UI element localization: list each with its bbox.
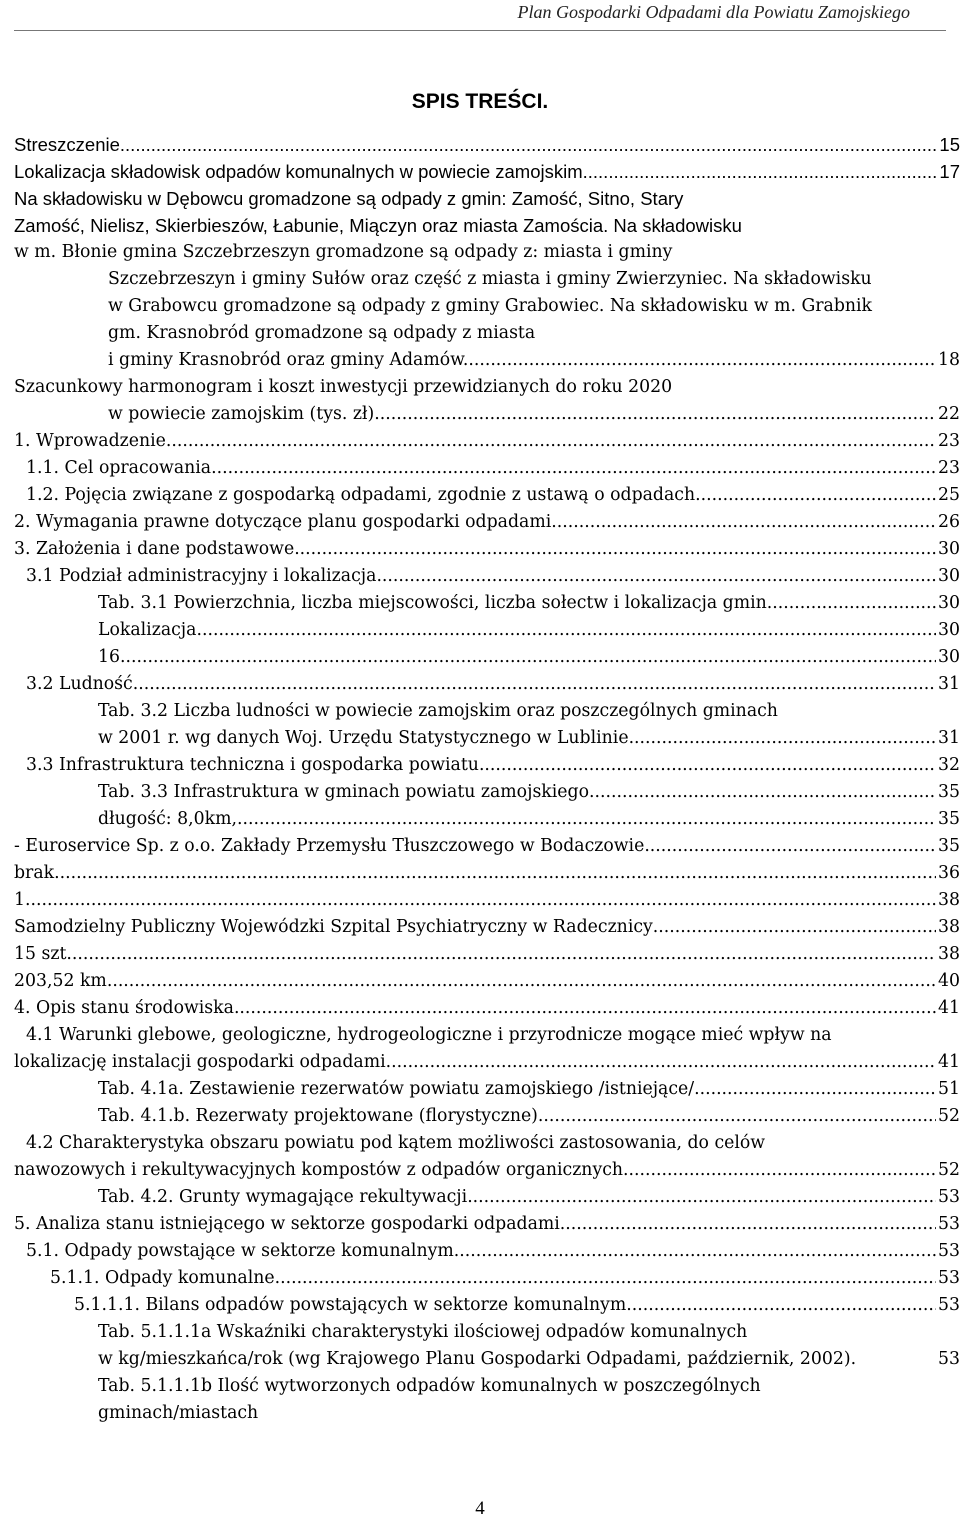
toc-entry-title: i gminy Krasnobród oraz gminy Adamów. [108,350,469,370]
toc-entry-title: Lokalizacja [98,620,197,640]
dot-leader [551,509,936,536]
toc-page-ref: 17 [939,161,960,182]
toc-entry[interactable] [14,1238,960,1265]
toc-entry[interactable] [14,536,960,563]
toc-entry-title: brak [14,863,55,883]
toc-page-ref: 38 [938,944,960,964]
dot-leader [211,455,936,482]
toc-entry-title: 15 szt. [14,944,72,964]
dot-leader [479,752,936,779]
toc-entry[interactable] [14,995,960,1022]
toc-entry-text: Szacunkowy harmonogram i koszt inwestycji przewidzianych do roku 2020 [14,377,673,397]
dot-leader [237,806,936,833]
toc-entry[interactable] [14,752,960,779]
dot-leader [767,590,936,617]
toc-entry-title: 1.2. Pojęcia związane z gospodarką odpadami, zgodnie z ustawą o odpadach. [26,485,701,505]
toc-page-ref: 38 [938,917,960,937]
dot-leader [589,779,936,806]
toc-entry[interactable] [14,698,960,752]
toc-page-ref: 53 [938,1241,960,1261]
toc-entry[interactable] [14,1022,960,1076]
toc-page-ref: 25 [938,485,960,505]
dot-leader [166,428,936,455]
toc-entry-text: gminach/miastach [98,1403,259,1423]
toc-entry[interactable] [14,1184,960,1211]
dot-leader [644,833,936,860]
toc-page-ref: 36 [938,863,960,883]
toc-entry-title: Lokalizacja składowisk odpadów komunalnych w powiecie zamojskim [14,161,583,182]
toc-page-ref: 53 [938,1268,960,1288]
toc-entry[interactable] [14,158,960,185]
page-number: 4 [475,1498,485,1519]
toc-page-ref: 40 [938,971,960,991]
toc-entry[interactable] [14,455,960,482]
toc-entry-text: Tab. 5.1.1.1b Ilość wytworzonych odpadów komunalnych w poszczególnych [98,1376,761,1396]
toc-entry[interactable] [14,833,960,860]
toc-entry-text: w Grabowcu gromadzone są odpady z gminy Grabowiec. Na składowisku w m. Grabnik [108,296,873,316]
toc-page-ref: 30 [938,539,960,559]
toc-page-ref: 52 [938,1160,960,1180]
toc-entry-title: w kg/mieszkańca/rok (wg Krajowego Planu Gospodarki Odpadami, październik, 2002). [98,1349,857,1369]
dot-leader [694,1076,936,1103]
toc-page-ref: 23 [938,458,960,478]
toc-entry[interactable] [14,914,960,941]
toc-page-ref: 51 [938,1079,960,1099]
toc-title: SPIS TREŚCI. [411,90,549,113]
toc-entry-title: 3.3 Infrastruktura techniczna i gospodarka powiatu [26,755,479,775]
table-of-contents [14,131,960,1427]
dot-leader [376,563,936,590]
dot-leader [120,131,938,158]
toc-entry-title: Streszczenie [14,134,120,155]
toc-entry-title: w powiecie zamojskim (tys. zł) [108,404,375,424]
toc-entry-title: lokalizację instalacji gospodarki odpadami [14,1052,386,1072]
toc-entry-text: 4.1 Warunki glebowe, geologiczne, hydrogeologiczne i przyrodnicze mogące mieć wpływ na [26,1025,832,1045]
toc-page-ref: 22 [938,404,960,424]
toc-entry-title: Tab. 4.1.b. Rezerwaty projektowane (florystyczne) [98,1106,538,1126]
dot-leader [275,1265,936,1292]
toc-entry-text: Zamość, Nielisz, Skierbieszów, Łabunie, Miączyn oraz miasta Zamościa. Na składowisku [14,215,742,236]
toc-page-ref: 30 [938,620,960,640]
running-header: Plan Gospodarki Odpadami dla Powiatu Zamojskiego [517,2,910,22]
toc-page-ref: 26 [938,512,960,532]
dot-leader [120,644,936,671]
toc-page-ref: 41 [938,1052,960,1072]
toc-entry-title: 5.1. Odpady powstające w sektorze komunalnym [26,1241,454,1261]
toc-page-ref: 53 [938,1214,960,1234]
toc-page-ref: 30 [938,647,960,667]
toc-entry-title: - Euroservice Sp. z o.o. Zakłady Przemysłu Tłuszczowego w Bodaczowie [14,836,645,856]
toc-entry-title: Tab. 4.1a. Zestawienie rezerwatów powiatu zamojskiego /istniejące/ [98,1079,695,1099]
toc-entry-title: 3.1 Podział administracyjny i lokalizacja [26,566,377,586]
toc-entry-title: nawozowych i rekultywacyjnych kompostów z odpadów organicznych. [14,1160,629,1180]
toc-entry[interactable] [14,1265,960,1292]
toc-page-ref: 23 [938,431,960,451]
toc-entry[interactable] [14,590,960,617]
dot-leader [294,536,936,563]
toc-entry[interactable] [14,131,960,158]
dot-leader [467,1184,936,1211]
toc-entry-title: 4. Opis stanu środowiska [14,998,234,1018]
toc-entry[interactable] [14,941,960,968]
toc-entry-title: 203,52 km [14,971,107,991]
toc-entry-title: długość: 8,0km, [98,809,237,829]
toc-page-ref: 31 [938,728,960,748]
toc-page-ref: 18 [938,350,960,370]
toc-entry-text: w m. Błonie gmina Szczebrzeszyn gromadzone są odpady z: miasta i gminy [14,242,673,262]
toc-entry[interactable] [14,968,960,995]
toc-page-ref: 35 [938,809,960,829]
toc-page-ref: 52 [938,1106,960,1126]
header-rule [14,30,946,31]
dot-leader [653,914,936,941]
toc-entry[interactable] [14,428,960,455]
toc-page-ref: 30 [938,566,960,586]
toc-entry-title: 1 [14,890,25,910]
toc-entry[interactable] [14,482,960,509]
toc-entry-title: w 2001 r. wg danych Woj. Urzędu Statystycznego w Lublinie [98,728,629,748]
toc-entry[interactable] [14,374,960,428]
toc-page-ref: 30 [938,593,960,613]
toc-entry[interactable] [14,671,960,698]
toc-entry[interactable] [14,1373,960,1427]
toc-entry-text: Na składowisku w Dębowcu gromadzone są odpady z gmin: Zamość, Sitno, Stary [14,188,684,209]
toc-entry-title: 3.2 Ludność. [26,674,139,694]
toc-page-ref: 41 [938,998,960,1018]
toc-entry[interactable] [14,1319,960,1373]
toc-page-ref: 35 [938,782,960,802]
dot-leader [701,482,936,509]
toc-entry-title: 1. Wprowadzenie [14,431,166,451]
toc-entry-text: Tab. 3.2 Liczba ludności w powiecie zamojskim oraz poszczególnych gminach [98,701,778,721]
toc-entry[interactable] [14,563,960,590]
dot-leader [583,158,938,185]
toc-entry[interactable] [14,1076,960,1103]
dot-leader [196,617,936,644]
toc-page-ref: 35 [938,836,960,856]
dot-leader [374,401,936,428]
dot-leader [454,1238,936,1265]
dot-leader [234,995,936,1022]
toc-entry-title: Tab. 4.2. Grunty wymagające rekultywacji [98,1187,468,1207]
toc-entry-title: 5. Analiza stanu istniejącego w sektorze gospodarki odpadami [14,1214,560,1234]
toc-entry[interactable] [14,779,960,806]
toc-entry[interactable] [14,860,960,887]
dot-leader [138,671,936,698]
toc-entry-title: 16 [98,647,120,667]
toc-entry-title: 5.1.1.1. Bilans odpadów powstających w sektorze komunalnym [74,1295,627,1315]
toc-entry-title: 1.1. Cel opracowania [26,458,212,478]
toc-entry-text: gm. Krasnobród gromadzone są odpady z miasta [108,323,536,343]
toc-entry-text: Szczebrzeszyn i gminy Sułów oraz część z miasta i gminy Zwierzyniec. Na składowisku [108,269,872,289]
toc-page-ref: 32 [938,755,960,775]
toc-page-ref: 53 [938,1349,960,1369]
dot-leader [629,725,936,752]
dot-leader [629,1157,936,1184]
toc-entry[interactable] [14,1211,960,1238]
dot-leader [72,941,936,968]
dot-leader [54,860,936,887]
toc-entry[interactable] [14,1130,960,1184]
dot-leader [468,347,936,374]
dot-leader [386,1049,936,1076]
dot-leader [560,1211,936,1238]
toc-entry-title: Tab. 3.3 Infrastruktura w gminach powiatu zamojskiego [98,782,590,802]
toc-entry[interactable] [14,239,960,374]
toc-entry-title: 3. Założenia i dane podstawowe [14,539,295,559]
toc-entry[interactable] [14,1292,960,1319]
toc-entry[interactable] [14,1103,960,1130]
toc-entry-title: 5.1.1. Odpady komunalne [50,1268,275,1288]
toc-entry[interactable] [14,617,960,644]
toc-entry-title: Tab. 3.1 Powierzchnia, liczba miejscowości, liczba sołectw i lokalizacja gmin [98,593,767,613]
dot-leader [25,887,936,914]
toc-entry-text: Tab. 5.1.1.1a Wskaźniki charakterystyki ilościowej odpadów komunalnych [98,1322,748,1342]
dot-leader [538,1103,936,1130]
toc-entry-title: Samodzielny Publiczny Wojewódzki Szpital Psychiatryczny w Radecznicy [14,917,653,937]
toc-entry[interactable] [14,887,960,914]
toc-page-ref: 38 [938,890,960,910]
toc-entry-text: 4.2 Charakterystyka obszaru powiatu pod kątem możliwości zastosowania, do celów [26,1133,766,1153]
toc-entry[interactable] [14,806,960,833]
dot-leader [107,968,936,995]
toc-entry[interactable] [14,509,960,536]
toc-page-ref: 31 [938,674,960,694]
toc-page-ref: 53 [938,1187,960,1207]
toc-entry[interactable] [14,644,960,671]
toc-entry[interactable] [14,185,960,239]
toc-entry-title: 2. Wymagania prawne dotyczące planu gospodarki odpadami [14,512,552,532]
toc-page-ref: 53 [938,1295,960,1315]
toc-page-ref: 15 [939,134,960,155]
dot-leader [626,1292,936,1319]
